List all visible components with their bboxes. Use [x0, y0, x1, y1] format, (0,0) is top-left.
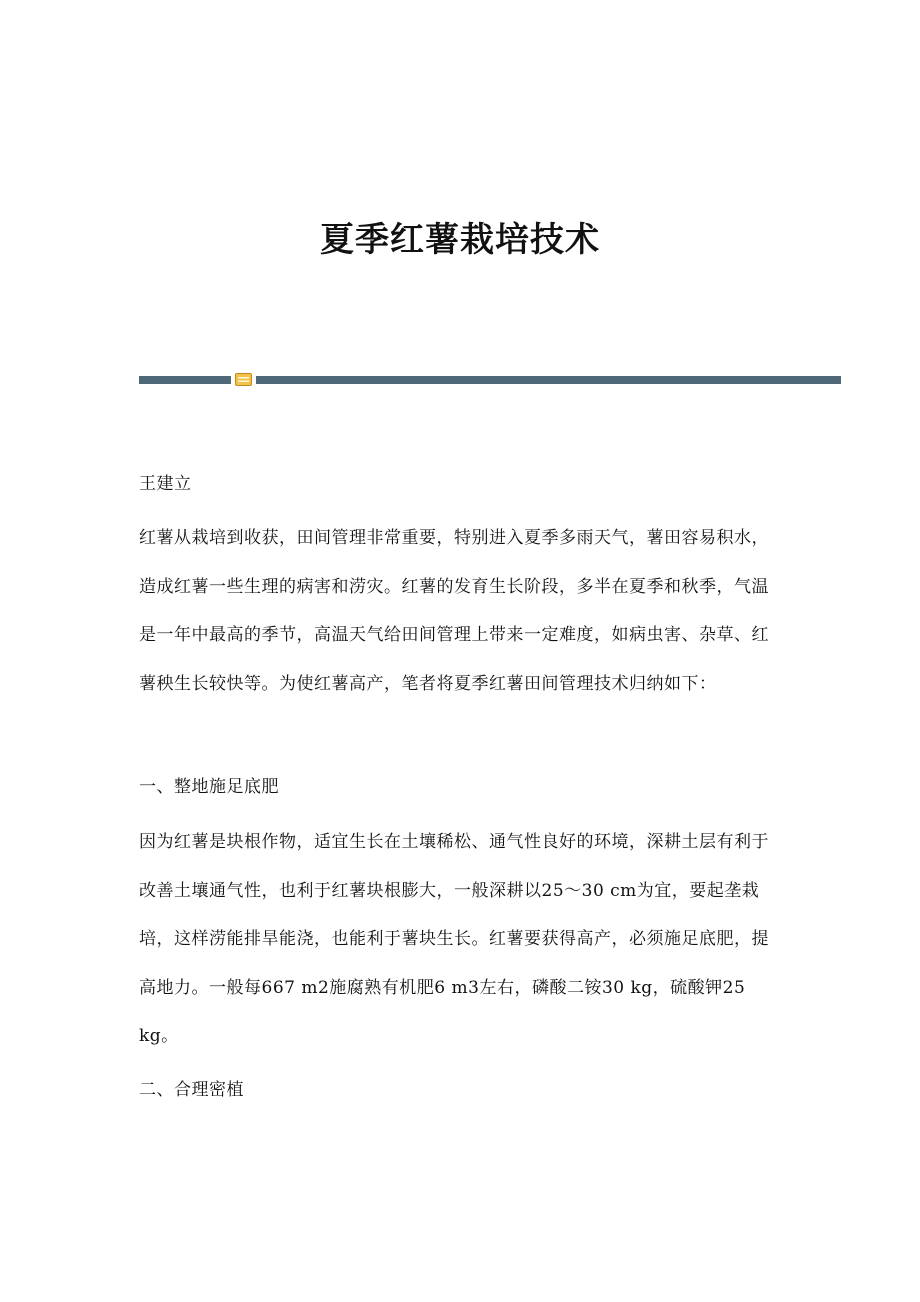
title-divider [139, 372, 841, 388]
section-heading-1: 一、整地施足底肥 [139, 777, 279, 797]
page-title: 夏季红薯栽培技术 [320, 220, 600, 260]
document-ornament-icon [235, 373, 252, 386]
divider-right-bar [256, 376, 841, 384]
section-paragraph-1: 因为红薯是块根作物，适宜生长在土壤稀松、通气性良好的环境，深耕土层有利于改善土壤通气性，也利于红薯块根膨大，一般深耕以25～30 cm为宜，要起垄栽培，这样涝能排旱能浇，也能利于薯块生长。红薯要获得高产，必须施足底肥，提高地力。一般每667 m2施腐熟有机肥6 m3左右，磷酸二铵30 kg，硫酸钾25 kg。 [139, 832, 769, 1046]
section-heading-2: 二、合理密植 [139, 1080, 244, 1100]
author-name: 王建立 [139, 474, 192, 494]
divider-left-bar [139, 376, 231, 384]
intro-paragraph: 红薯从栽培到收获，田间管理非常重要，特别进入夏季多雨天气，薯田容易积水，造成红薯一些生理的病害和涝灾。红薯的发育生长阶段，多半在夏季和秋季，气温是一年中最高的季节，高温天气给田间管理上带来一定难度，如病虫害、杂草、红薯秧生长较快等。为使红薯高产，笔者将夏季红薯田间管理技术归纳如下： [139, 528, 769, 694]
